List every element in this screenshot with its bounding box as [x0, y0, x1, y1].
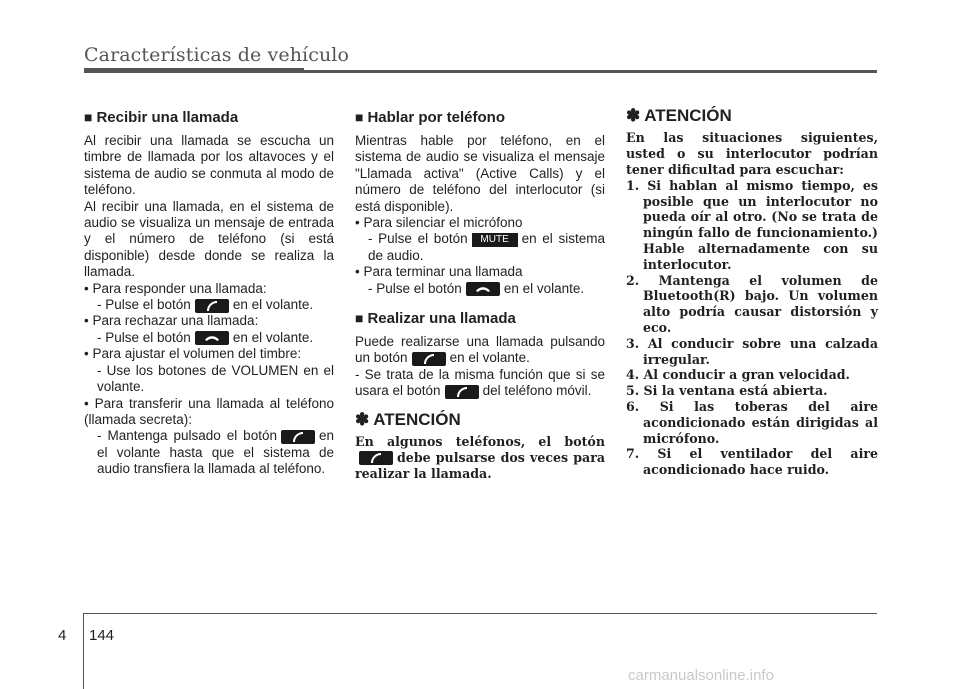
phone-pickup-icon: [445, 385, 479, 399]
sub-item: - Pulse el botón en el volante.: [368, 280, 585, 296]
watermark: carmanualsonline.info: [628, 667, 774, 684]
sub-item: - Use los botones de VOLUMEN en el volante.: [97, 362, 334, 395]
chapter-number: 4: [58, 627, 67, 644]
attention-title: ✽ ATENCIÓN: [626, 106, 732, 125]
attention-intro: En las situaciones siguientes, usted o su interlocutor podrían tener dificultad para escuchar:: [626, 130, 878, 177]
column-2: [355, 108, 605, 481]
list-item: 6. Si las toberas del aire acondicionado están dirigidas al micrófono.: [626, 398, 878, 446]
heading-receive-call: ■ Recibir una llamada: [84, 109, 239, 126]
attention-text: En algunos teléfonos, el botón debe pulsarse dos veces para realizar la llamada.: [355, 434, 605, 481]
page-header-title: Características de vehículo: [84, 44, 350, 66]
sub-item: - Pulse el botón en el volante.: [97, 329, 314, 345]
bullet-item: • Para terminar una llamada: [355, 264, 523, 280]
list-item: 2. Mantenga el volumen de Bluetooth(R) bajo. Un volumen alto podría causar distorsión y eco.: [626, 272, 878, 335]
bullet-item: • Para transferir una llamada al teléfono (llamada secreta):: [84, 395, 334, 427]
star-icon: ✽: [355, 409, 370, 429]
bullet-item: • Para silenciar el micrófono: [355, 215, 523, 231]
attention-list: [626, 178, 878, 478]
heading-talk-phone: ■ Hablar por teléfono: [355, 109, 505, 126]
bullet-item: • Para responder una llamada:: [84, 280, 267, 296]
paragraph: Al recibir una llamada, en el sistema de audio se visualiza un mensaje de entrada y el número de teléfono (si está disponible) desde donde se realiza la llamada.: [84, 198, 334, 280]
paragraph: Al recibir una llamada se escucha un timbre de llamada por los altavoces y el sistema de audio se conmuta al modo de teléfono.: [84, 133, 334, 198]
column-1: [84, 108, 334, 478]
footer-divider: [83, 613, 84, 689]
page-number: 144: [89, 627, 115, 644]
paragraph: Mientras hable por teléfono, en el sistema de audio se visualiza el mensaje "Llamada activa" (Active Calls) y el número de teléfono del interlocutor (si está disponible).: [355, 133, 605, 214]
footer-rule: [84, 613, 877, 614]
bullet-item: • Para rechazar una llamada:: [84, 313, 259, 329]
heading-make-call: ■ Realizar una llamada: [355, 310, 516, 328]
list-item: 7. Si el ventilador del aire acondicionado hace ruido.: [626, 446, 878, 478]
list-item: 1. Si hablan al mismo tiempo, es posible que un interlocutor no pueda oír al otro. (No se trata de ningún fallo de funcionamiento.) Hable alternadamente con su interlocutor.: [626, 177, 878, 272]
star-icon: ✽: [626, 106, 641, 125]
attention-title: ✽ ATENCIÓN: [355, 409, 461, 429]
bullet-item: • Para ajustar el volumen del timbre:: [84, 346, 302, 362]
phone-hangup-icon: [195, 331, 229, 345]
mute-button-icon: MUTE: [472, 233, 518, 247]
phone-pickup-icon: [281, 430, 315, 444]
column-3: [626, 108, 878, 478]
phone-hangup-icon: [466, 282, 500, 296]
list-item: 4. Al conducir a gran velocidad.: [626, 367, 850, 383]
list-item: 3. Al conducir sobre una calzada irregular.: [626, 335, 878, 367]
phone-pickup-icon: [412, 352, 446, 366]
sub-item: - Mantenga pulsado el botón en el volante hasta que el sistema de audio transfiera la llamada al teléfono.: [97, 428, 334, 477]
phone-pickup-icon: [195, 299, 229, 313]
sub-item: - Pulse el botón en el volante.: [97, 297, 314, 313]
list-item: 5. Si la ventana está abierta.: [626, 383, 828, 399]
paragraph: - Se trata de la misma función que si se usara el botón del teléfono móvil.: [355, 366, 605, 399]
phone-pickup-icon: [359, 451, 393, 465]
paragraph: Puede realizarse una llamada pulsando un botón en el volante.: [355, 334, 605, 366]
header-rule-accent: [84, 68, 304, 73]
sub-item: - Pulse el botón MUTE en el sistema de audio.: [368, 231, 605, 263]
